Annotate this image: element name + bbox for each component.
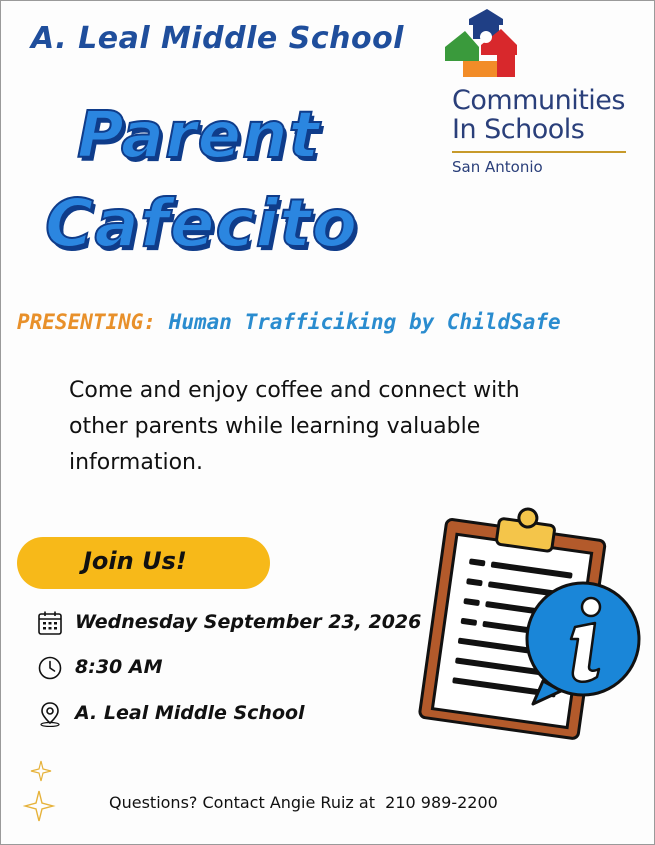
- join-us-badge: [17, 537, 270, 589]
- school-name: A. Leal Middle School: [31, 21, 404, 56]
- clipboard-info-icon: [403, 499, 653, 749]
- event-date-text: Wednesday September 23, 2026: [75, 611, 422, 633]
- event-title-line1: Parent: [77, 99, 321, 173]
- event-location-text: A. Leal Middle School: [75, 702, 305, 724]
- event-title-line2: Cafecito: [45, 185, 359, 262]
- presenting-line: [17, 310, 561, 334]
- presenting-topic: Human Trafficiking by ChildSafe: [168, 310, 561, 334]
- location-pin-icon: [37, 701, 63, 727]
- event-description: Come and enjoy coffee and connect with other parents while learning valuable information.: [69, 378, 520, 475]
- logo-location: San Antonio: [452, 158, 543, 176]
- join-us-label: Join Us!: [83, 547, 187, 575]
- logo-org-line1: Communities: [452, 85, 625, 116]
- event-time-text: 8:30 AM: [75, 656, 163, 678]
- calendar-icon: [37, 610, 63, 636]
- presenting-label: PRESENTING:: [17, 310, 157, 334]
- clock-icon: [37, 655, 63, 681]
- logo-org-line2: In Schools: [452, 114, 585, 145]
- sparkle-icon: [23, 759, 59, 829]
- logo-divider: [452, 151, 626, 153]
- contact-info: Questions? Contact Angie Ruiz at 210 989-2200: [109, 793, 498, 812]
